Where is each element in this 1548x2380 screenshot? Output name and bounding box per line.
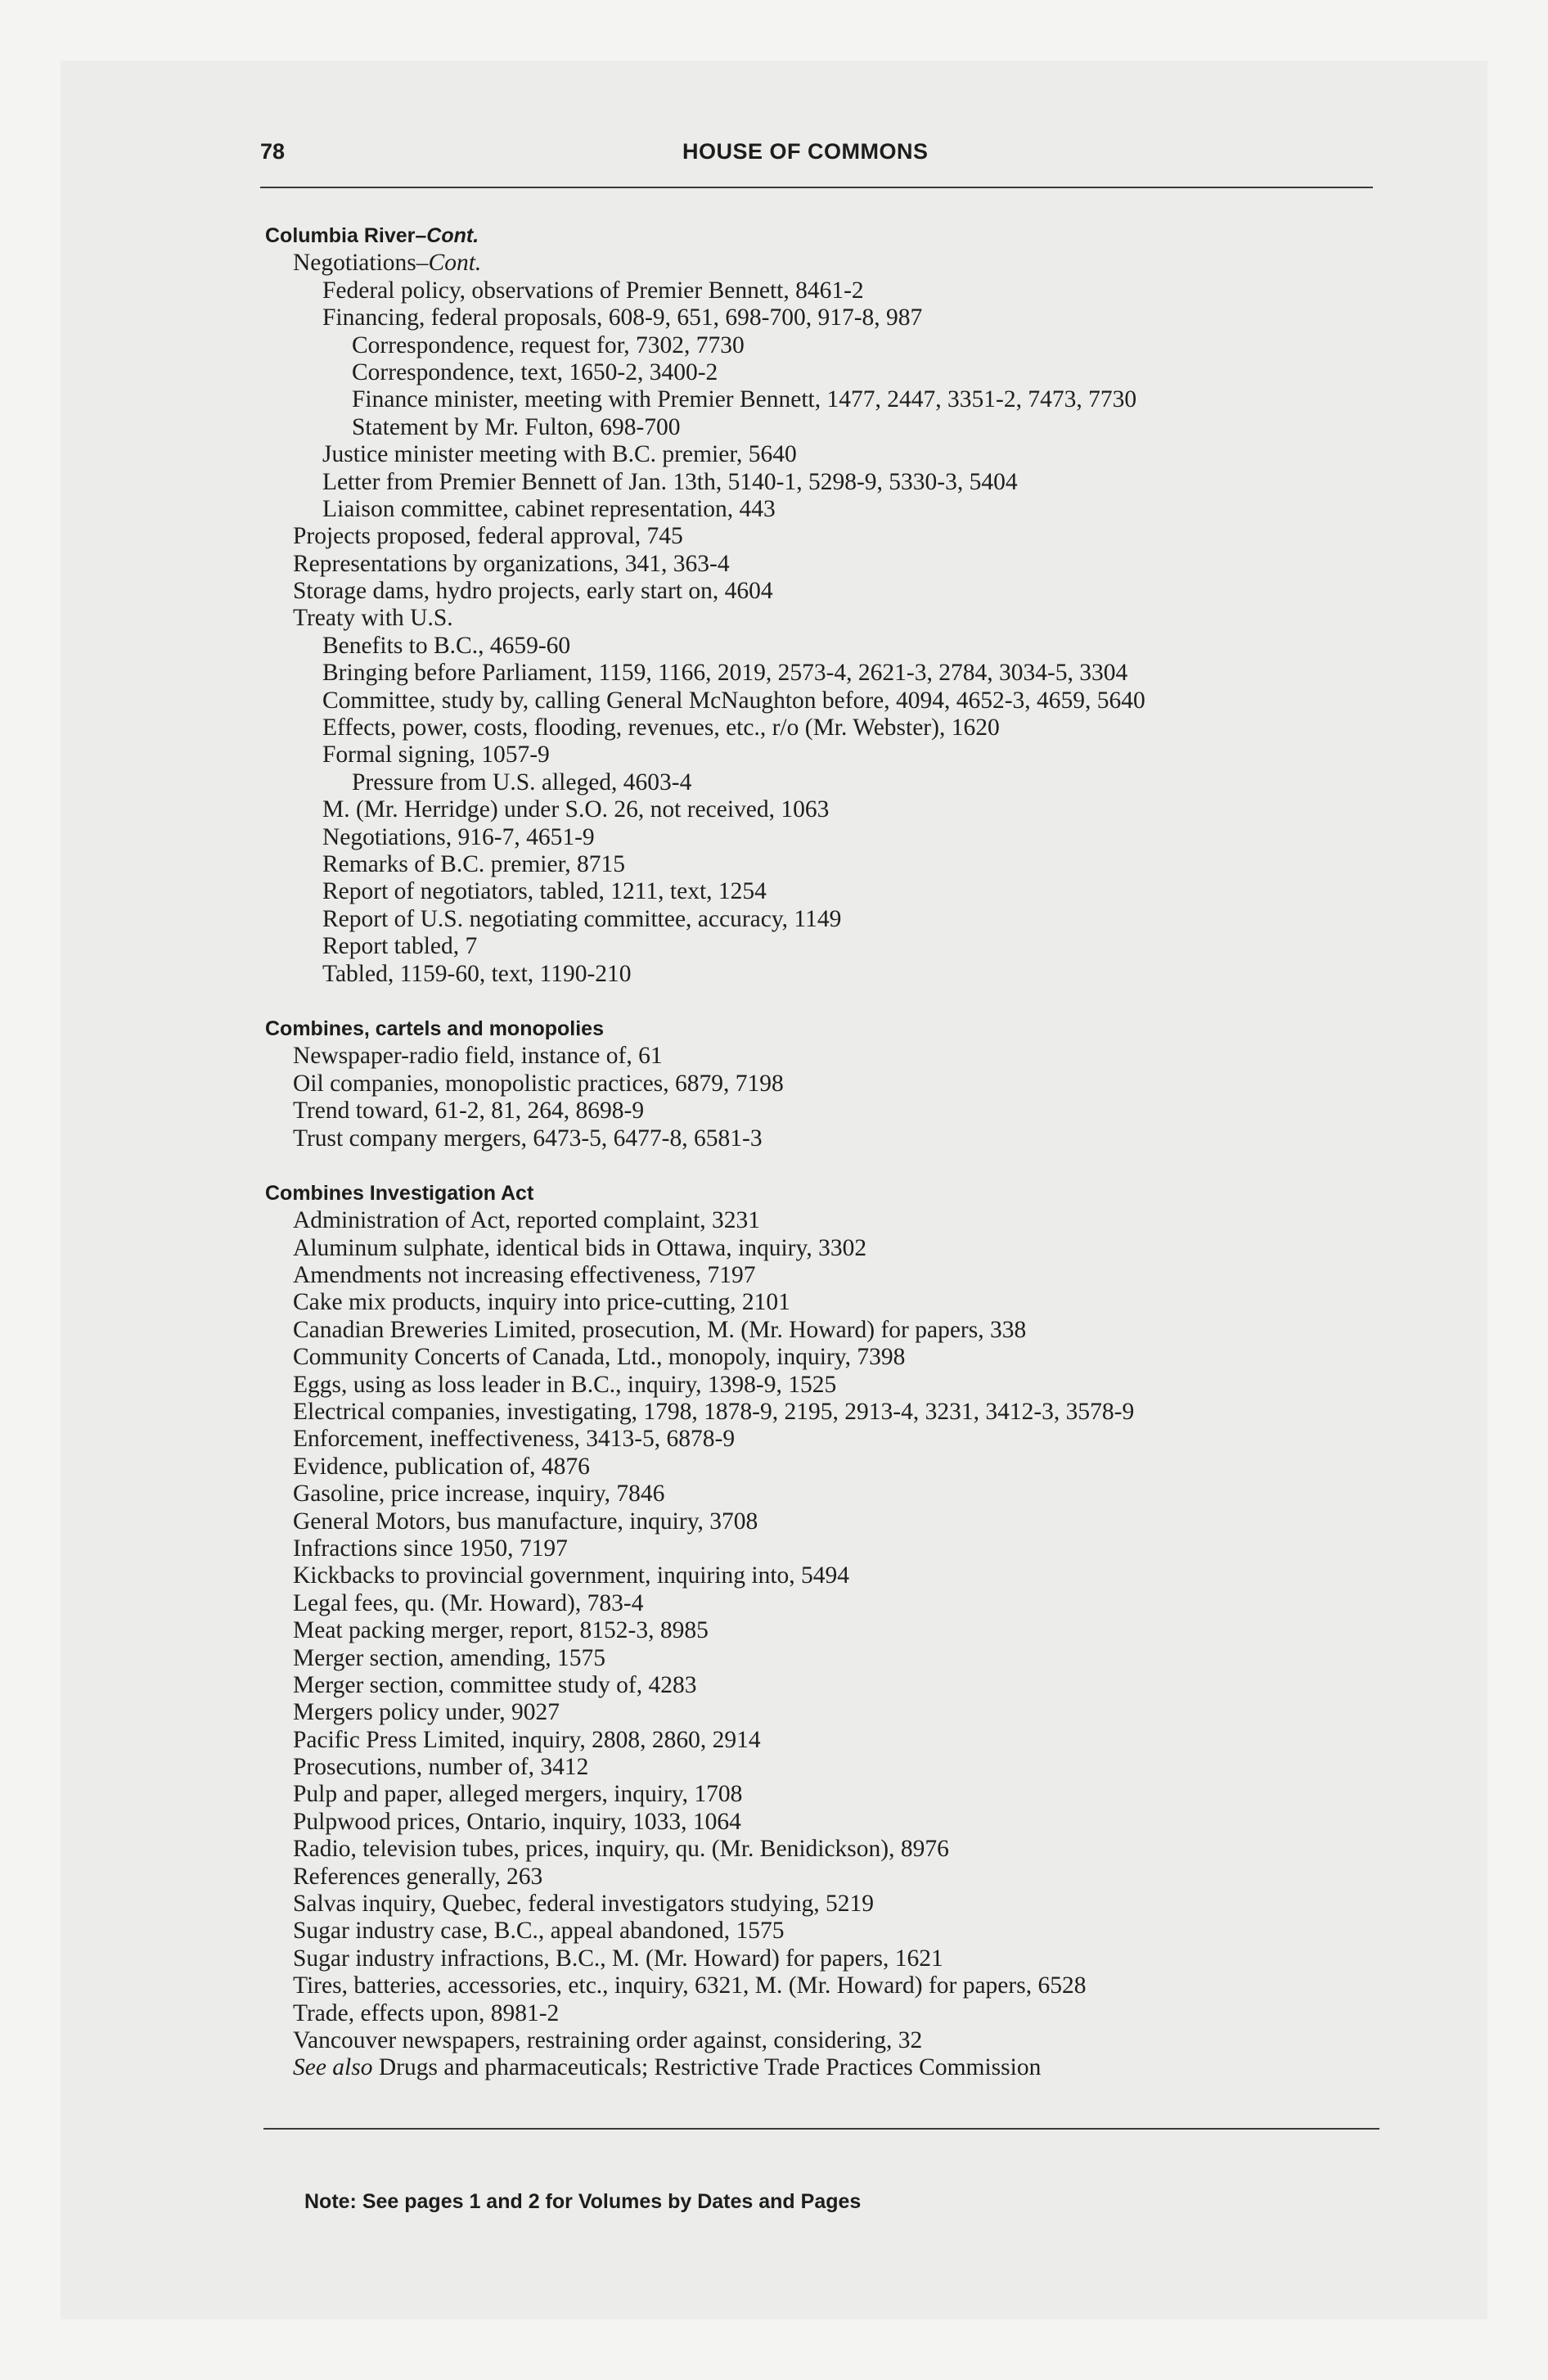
page-header (260, 139, 1373, 178)
index-entry: Pulpwood prices, Ontario, inquiry, 1033, 1064 (293, 1808, 741, 1835)
index-entry: Correspondence, request for, 7302, 7730 (352, 331, 745, 358)
index-entry: General Motors, bus manufacture, inquiry, 3708 (293, 1508, 758, 1535)
index-entry: Sugar industry infractions, B.C., M. (Mr. Howard) for papers, 1621 (293, 1945, 943, 1972)
index-entry: Merger section, committee study of, 4283 (293, 1671, 697, 1698)
index-entry (265, 2054, 1394, 2081)
index-entry: Negotiations, 916-7, 4651-9 (322, 823, 595, 850)
section-gap (265, 1152, 1394, 1180)
index-entry: Merger section, amending, 1575 (293, 1644, 606, 1671)
index-heading: Columbia River–Cont. (265, 224, 479, 247)
index-entry: Liaison committee, cabinet representation, 443 (322, 495, 776, 522)
index-entry: Kickbacks to provincial government, inquiring into, 5494 (293, 1562, 850, 1589)
index-entry: Letter from Premier Bennett of Jan. 13th, 5140-1, 5298-9, 5330-3, 5404 (322, 468, 1018, 495)
index-entry: Cake mix products, inquiry into price-cutting, 2101 (293, 1289, 790, 1316)
index-entry: Tires, batteries, accessories, etc., inquiry, 6321, M. (Mr. Howard) for papers, 6528 (293, 1972, 1087, 1999)
index-entry: Correspondence, text, 1650-2, 3400-2 (352, 358, 718, 385)
index-entry: M. (Mr. Herridge) under S.O. 26, not received, 1063 (322, 796, 830, 823)
index-content (265, 223, 1394, 2082)
index-entry: Vancouver newspapers, restraining order against, considering, 32 (293, 2027, 923, 2053)
index-entry: Remarks of B.C. premier, 8715 (322, 850, 625, 877)
index-entry: Evidence, publication of, 4876 (293, 1453, 590, 1480)
see-also-text: Drugs and pharmaceuticals; Restrictive Trade Practices Commission (378, 2054, 1042, 2081)
index-entry: References generally, 263 (293, 1863, 543, 1890)
index-entry: Prosecutions, number of, 3412 (293, 1754, 589, 1781)
index-entry: Committee, study by, calling General McNaughton before, 4094, 4652-3, 4659, 5640 (322, 687, 1145, 714)
index-entry: Report of U.S. negotiating committee, accuracy, 1149 (322, 905, 842, 932)
index-entry: Treaty with U.S. (293, 605, 453, 632)
index-heading: Combines Investigation Act (265, 1181, 534, 1205)
index-entry: Statement by Mr. Fulton, 698-700 (352, 413, 681, 440)
footer-rule (263, 2128, 1379, 2130)
footer-note: Note: See pages 1 and 2 for Volumes by Dates and Pages (304, 2190, 862, 2213)
index-entry: Financing, federal proposals, 608-9, 651, 698-700, 917-8, 987 (322, 304, 923, 331)
index-entry: Effects, power, costs, flooding, revenues, etc., r/o (Mr. Webster), 1620 (322, 714, 1000, 741)
index-entry: Infractions since 1950, 7197 (293, 1535, 568, 1562)
page-number: 78 (260, 139, 286, 164)
index-entry: Storage dams, hydro projects, early start on, 4604 (293, 578, 773, 605)
index-entry: Sugar industry case, B.C., appeal abandoned, 1575 (293, 1918, 785, 1945)
index-heading: Combines, cartels and monopolies (265, 1016, 604, 1040)
index-entry: Federal policy, observations of Premier Bennett, 8461-2 (322, 277, 864, 304)
index-entry: Mergers policy under, 9027 (293, 1699, 560, 1726)
index-entry: Trade, effects upon, 8981-2 (293, 1999, 560, 2026)
index-entry: Pressure from U.S. alleged, 4603-4 (352, 769, 692, 796)
section-gap (265, 988, 1394, 1016)
index-entry: Electrical companies, investigating, 1798, 1878-9, 2195, 2913-4, 3231, 3412-3, 3578-9 (293, 1399, 1135, 1426)
index-entry: Projects proposed, federal approval, 745 (293, 523, 683, 550)
index-entry: Negotiations–Cont. (293, 250, 482, 277)
index-entry: Trend toward, 61-2, 81, 264, 8698-9 (293, 1098, 645, 1125)
index-entry: Salvas inquiry, Quebec, federal investigators studying, 5219 (293, 1891, 875, 1918)
index-entry: Gasoline, price increase, inquiry, 7846 (293, 1481, 665, 1508)
index-entry: Newspaper-radio field, instance of, 61 (293, 1043, 663, 1070)
index-entry: Canadian Breweries Limited, prosecution, M. (Mr. Howard) for papers, 338 (293, 1316, 1027, 1343)
index-entry: Report tabled, 7 (322, 933, 478, 960)
index-entry: Meat packing merger, report, 8152-3, 8985 (293, 1617, 709, 1644)
index-entry: Oil companies, monopolistic practices, 6879, 7198 (293, 1070, 784, 1097)
running-title: HOUSE OF COMMONS (682, 139, 929, 164)
index-entry: Tabled, 1159-60, text, 1190-210 (322, 960, 632, 987)
index-entry: Amendments not increasing effectiveness, 7197 (293, 1262, 756, 1289)
header-rule (260, 187, 1373, 188)
see-also-label: See also (293, 2054, 373, 2081)
index-entry: Report of negotiators, tabled, 1211, text, 1254 (322, 878, 767, 905)
index-entry: Community Concerts of Canada, Ltd., monopoly, inquiry, 7398 (293, 1344, 906, 1371)
index-entry: Administration of Act, reported complaint, 3231 (293, 1207, 761, 1234)
index-entry: Bringing before Parliament, 1159, 1166, 2019, 2573-4, 2621-3, 2784, 3034-5, 3304 (322, 660, 1128, 687)
index-entry: Trust company mergers, 6473-5, 6477-8, 6581-3 (293, 1125, 763, 1152)
index-entry: Eggs, using as loss leader in B.C., inquiry, 1398-9, 1525 (293, 1371, 837, 1398)
index-entry: Legal fees, qu. (Mr. Howard), 783-4 (293, 1589, 644, 1616)
index-entry: Formal signing, 1057-9 (322, 741, 550, 769)
index-entry: Enforcement, ineffectiveness, 3413-5, 6878-9 (293, 1426, 736, 1453)
index-entry: Pulp and paper, alleged mergers, inquiry, 1708 (293, 1781, 743, 1808)
index-entry: Aluminum sulphate, identical bids in Ottawa, inquiry, 3302 (293, 1234, 867, 1261)
index-entry: Benefits to B.C., 4659-60 (322, 632, 571, 659)
index-entry: Radio, television tubes, prices, inquiry, qu. (Mr. Benidickson), 8976 (293, 1836, 949, 1863)
index-entry: Justice minister meeting with B.C. premier, 5640 (322, 441, 797, 468)
index-entry: Pacific Press Limited, inquiry, 2808, 2860, 2914 (293, 1726, 761, 1753)
index-entry: Finance minister, meeting with Premier Bennett, 1477, 2447, 3351-2, 7473, 7730 (352, 386, 1137, 413)
index-entry: Representations by organizations, 341, 363-4 (293, 550, 730, 577)
